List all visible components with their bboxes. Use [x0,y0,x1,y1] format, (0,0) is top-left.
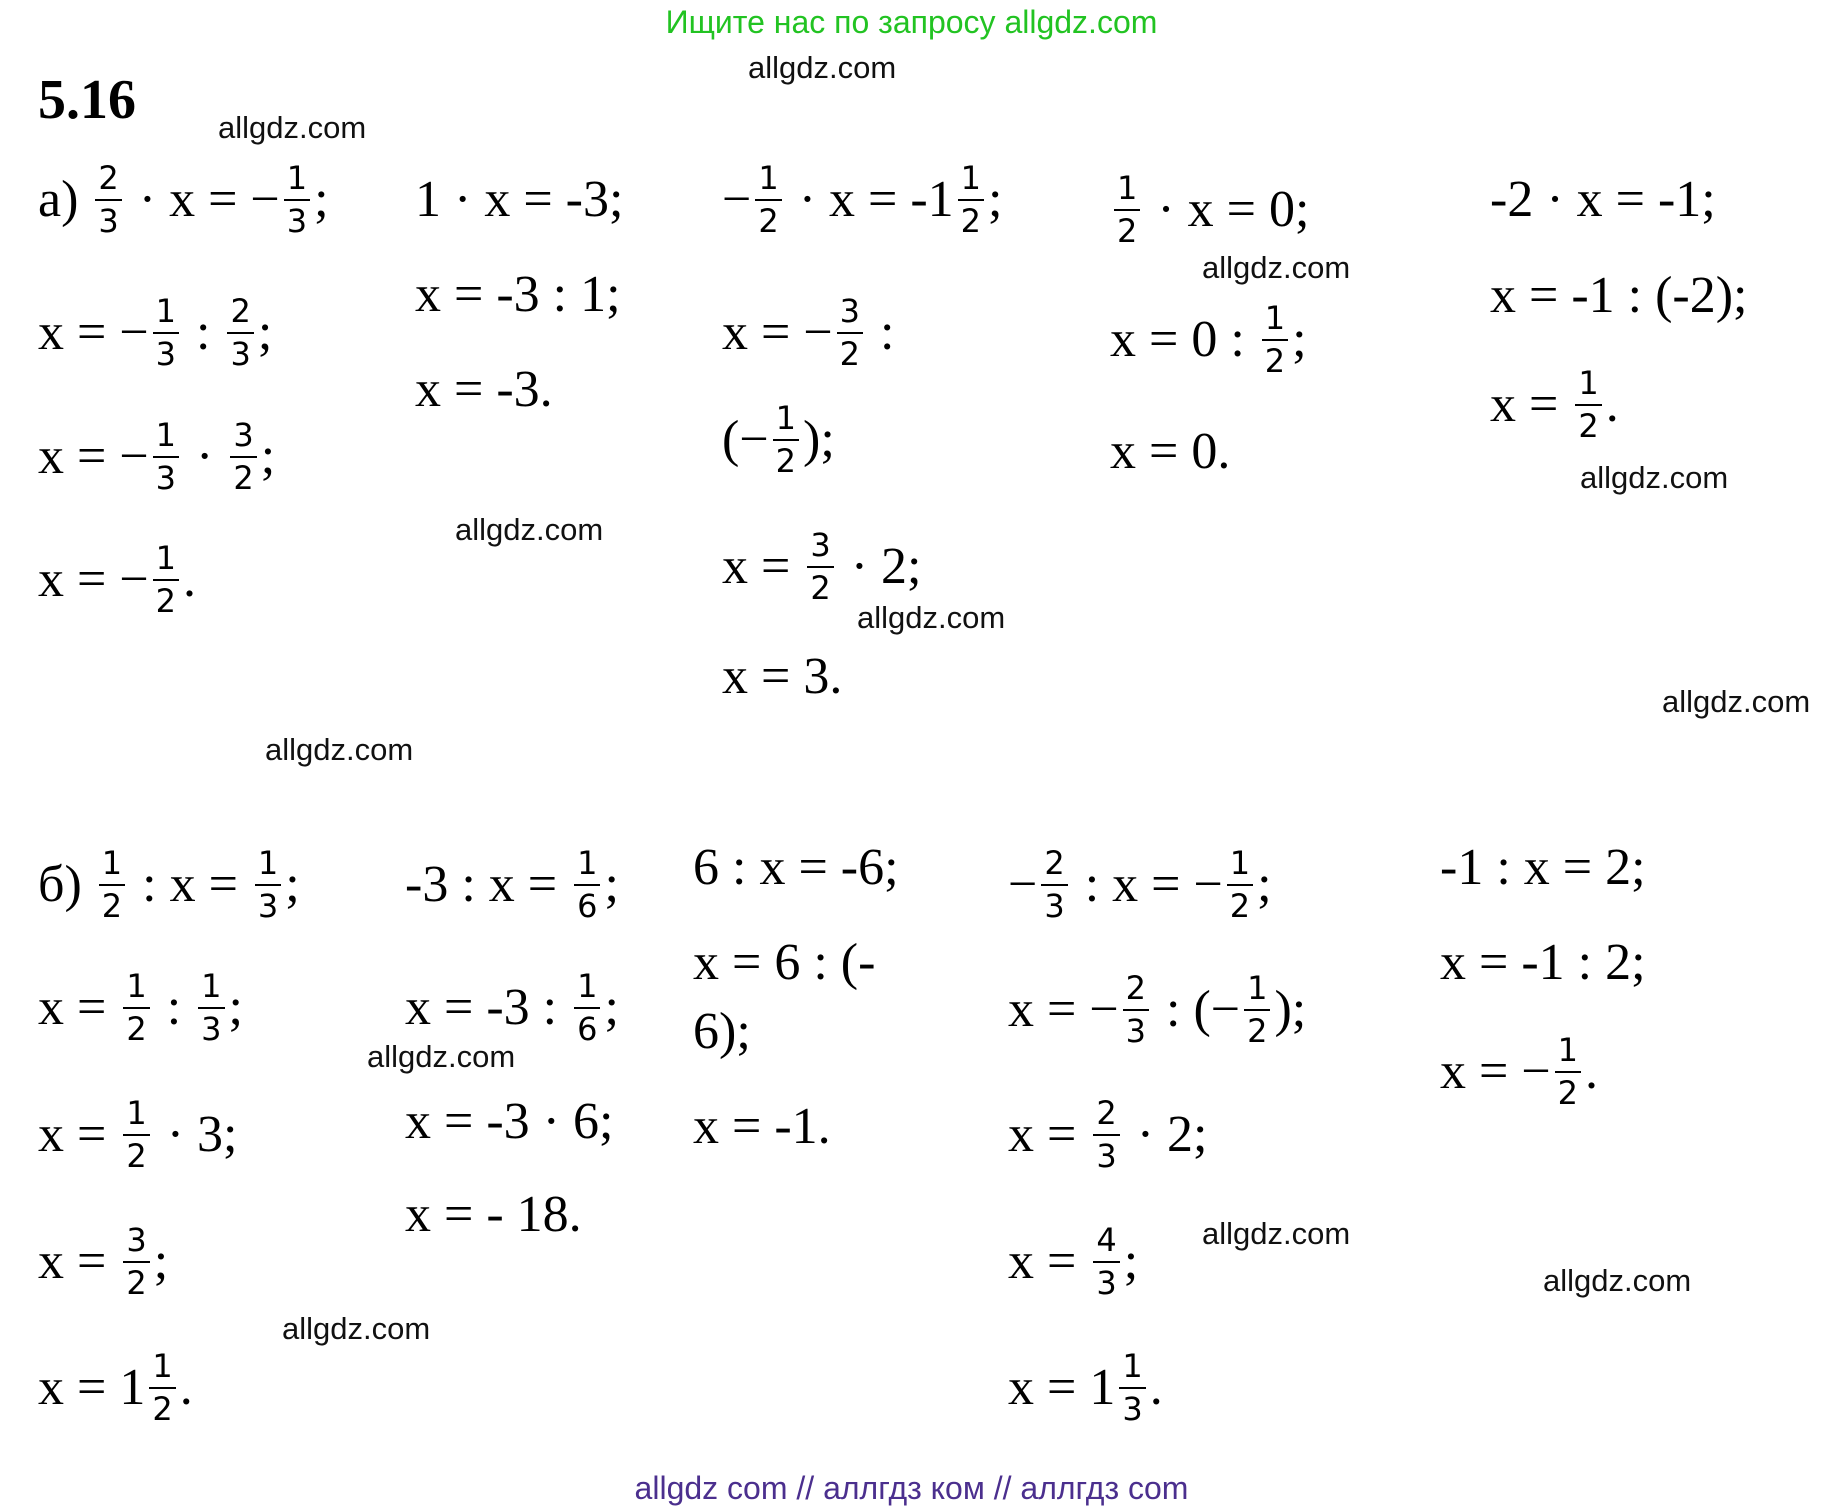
equation-text: x = -1. [693,1098,831,1155]
fraction [153,291,179,373]
equation-text: x = − [1008,981,1119,1038]
fraction [227,291,253,373]
equation-line [693,818,899,918]
equation-text: : [153,979,195,1036]
equation-text: · x = 0; [1144,181,1310,238]
fraction [1227,843,1253,925]
equation-text: · [183,428,227,485]
fraction [773,398,799,480]
equation-text: : [183,304,224,361]
equation-line [693,982,751,1082]
equation-line [1008,1085,1207,1185]
equation-line [38,1212,168,1312]
fraction [1119,1346,1145,1428]
equation-line [1008,960,1306,1060]
fraction [1093,1093,1119,1175]
equation-text: x = 6 : (- [693,934,876,991]
footer-links: allgdz com // аллгдз ком // аллгдз com [634,1470,1189,1506]
equation-text: x = − [38,428,149,485]
fraction-numerator: 3 [837,294,863,334]
equation-line [722,627,842,727]
fraction [153,415,179,497]
equation-line [1490,150,1716,250]
watermark: allgdz.com [1202,1216,1351,1251]
equation-text: а) [38,171,92,228]
fraction-denominator: 3 [1125,1012,1147,1050]
equation-text: . [1605,376,1619,433]
equation-text: x = [38,1233,120,1290]
fraction-denominator: 2 [155,582,177,620]
fraction-denominator: 3 [155,459,177,497]
equation-line [38,530,196,630]
fraction-numerator: 2 [1041,846,1067,886]
fraction [284,158,310,240]
fraction-denominator: 3 [1096,1264,1117,1302]
equation-text: ; [228,979,243,1036]
fraction-denominator: 2 [1117,212,1138,250]
equation-line [38,958,243,1058]
equation-line [38,1338,193,1438]
watermark: allgdz.com [1543,1263,1692,1298]
fraction-numerator: 4 [1093,1223,1119,1263]
fraction-numerator: 1 [149,1349,175,1389]
equation-text: x = [38,1106,120,1163]
equation-text: ; [257,304,273,361]
equation-text: -1 : x = 2; [1440,839,1646,896]
fraction [958,158,984,240]
fraction [149,1346,175,1428]
equation-text: x = 0. [1110,423,1231,480]
fraction-numerator: 1 [1227,846,1253,886]
fraction-numerator: 1 [755,161,781,201]
equation-text: ; [260,428,276,485]
equation-text: x = − [38,304,149,361]
equation-text: -3 : x = [405,856,571,913]
equation-text: x = -3 : [405,979,571,1036]
fraction-denominator: 3 [257,887,279,925]
fraction [574,966,600,1048]
fraction-numerator: 3 [230,418,256,458]
equation-text: x = − [1440,1043,1551,1100]
equation-line [38,283,272,383]
fraction [230,415,256,497]
problem-number: 5.16 [38,69,136,131]
equation-text: ; [1292,311,1307,368]
equation-line [1008,1338,1163,1438]
equation-line [1008,1212,1138,1312]
fraction [1123,968,1149,1050]
equation-text: x = 1 [38,1359,146,1416]
equation-line [415,150,623,250]
fraction [123,1093,149,1175]
fraction-denominator: 3 [286,202,308,240]
equation-text: − [1008,856,1038,913]
equation-line [405,1072,613,1172]
fraction-denominator: 3 [155,335,177,373]
fraction-numerator: 1 [1262,301,1288,341]
equation-line [1440,913,1646,1013]
equation-line [1110,402,1230,502]
equation-text: ; [153,1233,169,1290]
equation-text: x = − [722,304,833,361]
equation-line [38,407,275,507]
equation-text: x = [1008,1233,1090,1290]
fraction-denominator: 2 [810,569,831,607]
equation-text: 1 · x = -3; [415,171,624,228]
search-banner: Ищите нас по запросу allgdz.com [665,4,1158,40]
fraction [95,158,121,240]
fraction-denominator: 2 [1247,1012,1268,1050]
equation-text: ); [1274,981,1307,1038]
fraction-numerator: 1 [153,541,179,581]
equation-text: − [722,171,752,228]
fraction [755,158,781,240]
equation-line [415,340,553,440]
fraction-numerator: 1 [1119,1349,1145,1389]
watermark: allgdz.com [748,50,897,85]
fraction-denominator: 2 [1557,1074,1579,1112]
fraction-denominator: 3 [201,1010,222,1048]
fraction [837,291,863,373]
equation-line [38,835,300,935]
fraction [1575,363,1601,445]
fraction-denominator: 2 [775,442,797,480]
equation-text: · x = -1 [785,171,954,228]
equation-text: : [867,304,895,361]
fraction-denominator: 3 [1044,887,1065,925]
fraction [574,843,600,925]
watermark: allgdz.com [265,732,414,767]
fraction-denominator: 3 [1096,1137,1117,1175]
equation-text: : (− [1153,981,1241,1038]
watermark: allgdz.com [1662,684,1811,719]
fraction-numerator: 1 [574,969,600,1009]
fraction-denominator: 3 [230,335,251,373]
equation-line [1440,818,1646,918]
fraction-denominator: 2 [126,1264,147,1302]
watermark: allgdz.com [367,1039,516,1074]
equation-text: x = [1008,1106,1090,1163]
equation-text: . [1585,1043,1599,1100]
equation-line [722,283,894,383]
fraction-numerator: 1 [153,418,179,458]
fraction [198,966,224,1048]
equation-text: 6 : x = -6; [693,839,899,896]
equation-text: . [1149,1359,1163,1416]
fraction [1093,1220,1119,1302]
fraction-numerator: 1 [1555,1033,1581,1073]
equation-text: x = 1 [1008,1359,1116,1416]
equation-line [38,1085,237,1185]
equation-text: x = [1490,376,1572,433]
fraction-numerator: 2 [1093,1096,1119,1136]
equation-line [1440,1022,1598,1122]
fraction-numerator: 1 [255,846,281,886]
fraction-denominator: 2 [1264,342,1286,380]
equation-text: x = 0 : [1110,311,1258,368]
fraction-numerator: 1 [284,161,310,201]
fraction-numerator: 1 [123,969,149,1009]
equation-text: · 3; [153,1106,238,1163]
fraction [1555,1030,1581,1112]
watermark: allgdz.com [1580,460,1729,495]
equation-line [38,150,329,250]
fraction-denominator: 2 [101,887,123,925]
equation-text: x = - 18. [405,1186,582,1243]
fraction-denominator: 2 [126,1010,147,1048]
fraction [153,538,179,620]
fraction [255,843,281,925]
fraction-denominator: 2 [233,459,254,497]
equation-text: · 2; [837,538,922,595]
equation-text: 6); [693,1003,751,1060]
fraction-numerator: 1 [958,161,984,201]
equation-text: x = [38,979,120,1036]
equation-text: ; [988,171,1003,228]
fraction [1114,168,1140,250]
fraction-denominator: 2 [960,202,982,240]
fraction-numerator: 1 [198,969,224,1009]
fraction-denominator: 2 [152,1390,173,1428]
equation-text: : x = − [1071,856,1223,913]
fraction [807,525,833,607]
equation-text: ; [604,979,619,1036]
equation-text: ; [1257,856,1272,913]
equation-text: б) [38,856,95,913]
fraction [123,966,149,1048]
watermark: allgdz.com [282,1311,431,1346]
fraction [1244,968,1270,1050]
fraction-numerator: 2 [1123,971,1149,1011]
equation-text: ; [285,856,300,913]
equation-line [405,835,619,935]
fraction-denominator: 2 [758,202,779,240]
equation-text: ; [604,856,619,913]
equation-text: x = -3. [415,361,553,418]
fraction [99,843,125,925]
equation-line [1490,355,1619,455]
fraction-denominator: 3 [98,202,119,240]
equation-line [1008,835,1272,935]
fraction-denominator: 2 [1578,407,1599,445]
fraction-numerator: 3 [123,1223,149,1263]
fraction-numerator: 1 [773,401,799,441]
fraction-numerator: 2 [227,294,253,334]
fraction-denominator: 6 [577,887,598,925]
fraction-denominator: 6 [577,1010,598,1048]
watermark: allgdz.com [857,600,1006,635]
fraction-denominator: 2 [839,335,861,373]
equation-text: (− [722,411,769,468]
equation-text: x = [722,538,804,595]
fraction-numerator: 1 [1114,171,1140,211]
fraction [1041,843,1067,925]
equation-text: . [183,551,197,608]
equation-line [722,390,835,490]
fraction-numerator: 2 [95,161,121,201]
equation-text: . [179,1359,193,1416]
equation-text: ); [803,411,835,468]
equation-line [1110,290,1307,390]
equation-line [1110,160,1309,260]
equation-text: x = -1 : 2; [1440,934,1646,991]
fraction-numerator: 1 [99,846,125,886]
equation-text: x = 3. [722,648,843,705]
fraction-denominator: 2 [126,1137,147,1175]
equation-text: -2 · x = -1; [1490,171,1716,228]
fraction-numerator: 1 [1244,971,1270,1011]
equation-text: x = − [38,551,149,608]
equation-line [1490,246,1748,346]
fraction [1262,298,1288,380]
equation-text: ; [314,171,329,228]
equation-text: x = -3 · 6; [405,1093,614,1150]
fraction-denominator: 2 [1229,887,1251,925]
equation-line [722,150,1002,250]
watermark: allgdz.com [455,512,604,547]
equation-text: x = -3 : 1; [415,266,621,323]
watermark: allgdz.com [1202,250,1351,285]
fraction-denominator: 3 [1122,1390,1143,1428]
fraction-numerator: 1 [574,846,600,886]
equation-text: : x = [129,856,251,913]
equation-text: · 2; [1123,1106,1208,1163]
equation-line [415,245,621,345]
fraction-numerator: 1 [1575,366,1601,406]
fraction [123,1220,149,1302]
fraction-numerator: 1 [153,294,179,334]
equation-text: x = -1 : (-2); [1490,267,1748,324]
equation-line [693,1077,831,1177]
fraction-numerator: 3 [807,528,833,568]
equation-text: · x = − [125,171,280,228]
watermark: allgdz.com [218,110,367,145]
fraction-numerator: 1 [123,1096,149,1136]
equation-text: ; [1123,1233,1139,1290]
equation-line [405,1165,582,1265]
